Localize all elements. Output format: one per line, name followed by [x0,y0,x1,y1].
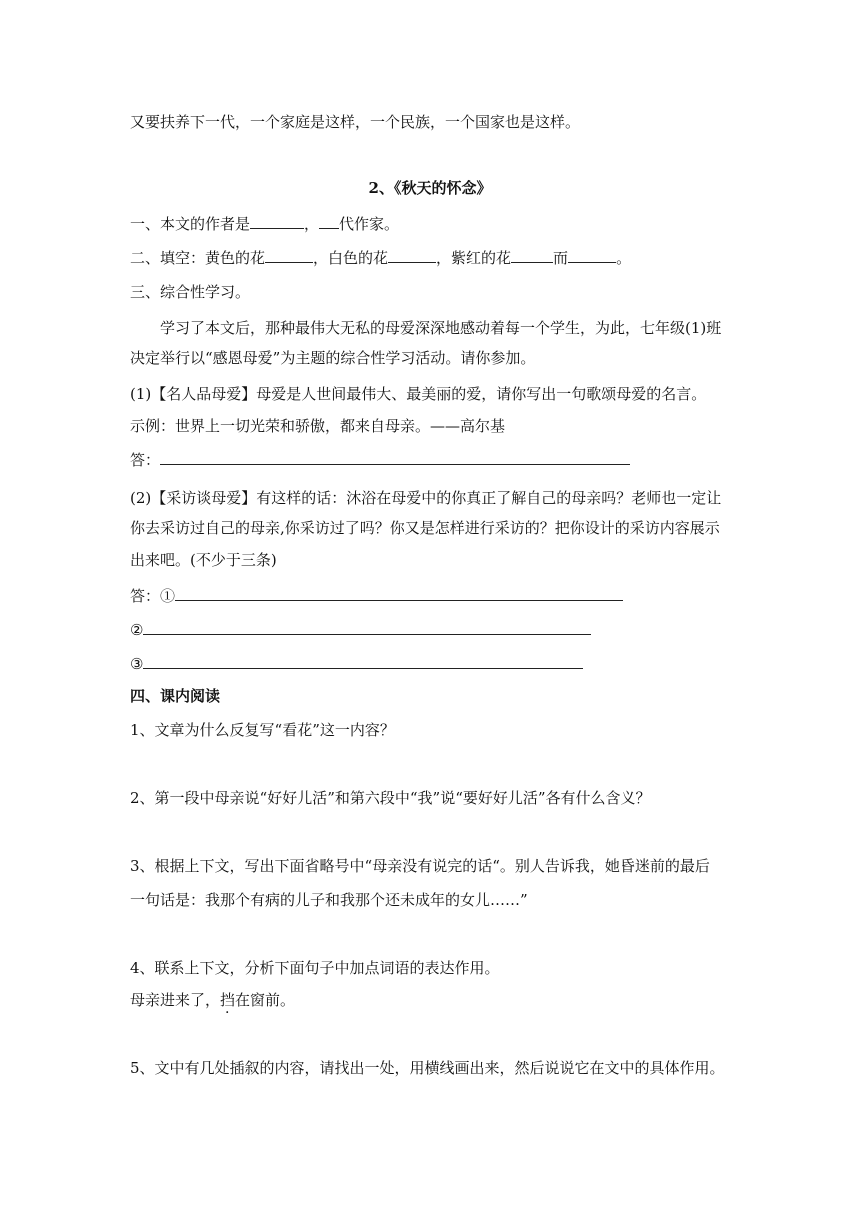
text: 代作家。 [339,215,400,233]
subquestion: 出来吧。(不少于三条) [130,551,277,569]
paragraph-line: 学习了本文后，那种最伟大无私的母爱深深地感动着每一个学生，为此，七年级(1)班 [160,319,722,337]
answer-blank [143,620,591,635]
answer-line [130,450,630,470]
answer-line [130,654,583,674]
paragraph-line: 决定举行以“感恩母爱”为主题的综合性学习活动。请你参加。 [130,349,536,367]
blank-line [319,214,339,229]
blank-line [265,248,313,263]
text: 母亲进来了， [130,991,221,1009]
blank-line [568,248,616,263]
dotted-word: 挡 [220,991,236,1009]
answer-blank [175,586,623,601]
answer-label: 答：① [130,587,176,605]
reading-question: 一句话是：我那个有病的儿子和我那个还未成年的女儿……” [130,891,528,909]
subquestion: (1)【名人品母爱】母爱是人世间最伟大、最美丽的爱，请你写出一句歌颂母爱的名言。 [130,385,707,403]
reading-question: 3、根据上下文，写出下面省略号中“母亲没有说完的话“。别人告诉我，她昏迷前的最后 [130,857,710,875]
text: 而 [553,249,569,267]
answer-line [130,620,591,640]
subquestion: (2)【采访谈母爱】有这样的话：沐浴在母爱中的你真正了解自己的母亲吗？老师也一定让 [130,489,722,507]
answer-blank [160,450,630,465]
example-line: 示例：世界上一切光荣和骄傲，都来自母亲。——高尔基 [130,417,506,435]
text: 。 [616,249,632,267]
reading-question: 5、文中有几处插叙的内容，请找出一处，用横线画出来，然后说说它在文中的具体作用。 [130,1059,725,1077]
answer-blank [143,654,583,669]
blank-line [511,248,553,263]
text-line: 又要扶养下一代，一个家庭是这样，一个民族，一个国家也是这样。 [130,113,581,131]
answer-line [130,586,623,606]
answer-label: 答： [130,451,161,469]
reading-question: 1、文章为什么反复写“看花”这一内容？ [130,721,395,739]
reading-question: 2、第一段中母亲说“好好儿活”和第六段中“我”说“要好好儿活”各有什么含义？ [130,789,651,807]
blank-line [388,248,436,263]
question-fill [130,248,631,268]
reading-question: 4、联系上下文，分析下面句子中加点词语的表达作用。 [130,959,500,977]
text: 二、填空：黄色的花 [130,249,266,267]
question-heading: 三、综合性学习。 [130,283,251,301]
answer-label: ② [130,621,144,639]
blank-line [250,214,304,229]
section-heading: 四、课内阅读 [130,687,221,705]
text: ， [304,215,320,233]
text: ，紫红的花 [436,249,512,267]
answer-label: ③ [130,655,144,673]
text: 一、本文的作者是 [130,215,251,233]
quoted-sentence [130,990,295,1010]
text: 在窗前。 [235,991,296,1009]
question-author [130,214,399,234]
subquestion: 你去采访过自己的母亲,你采访过了吗？你又是怎样进行采访的？把你设计的采访内容展示 [130,519,720,537]
section-title: 2、《秋天的怀念》 [368,179,492,197]
text: ，白色的花 [313,249,389,267]
